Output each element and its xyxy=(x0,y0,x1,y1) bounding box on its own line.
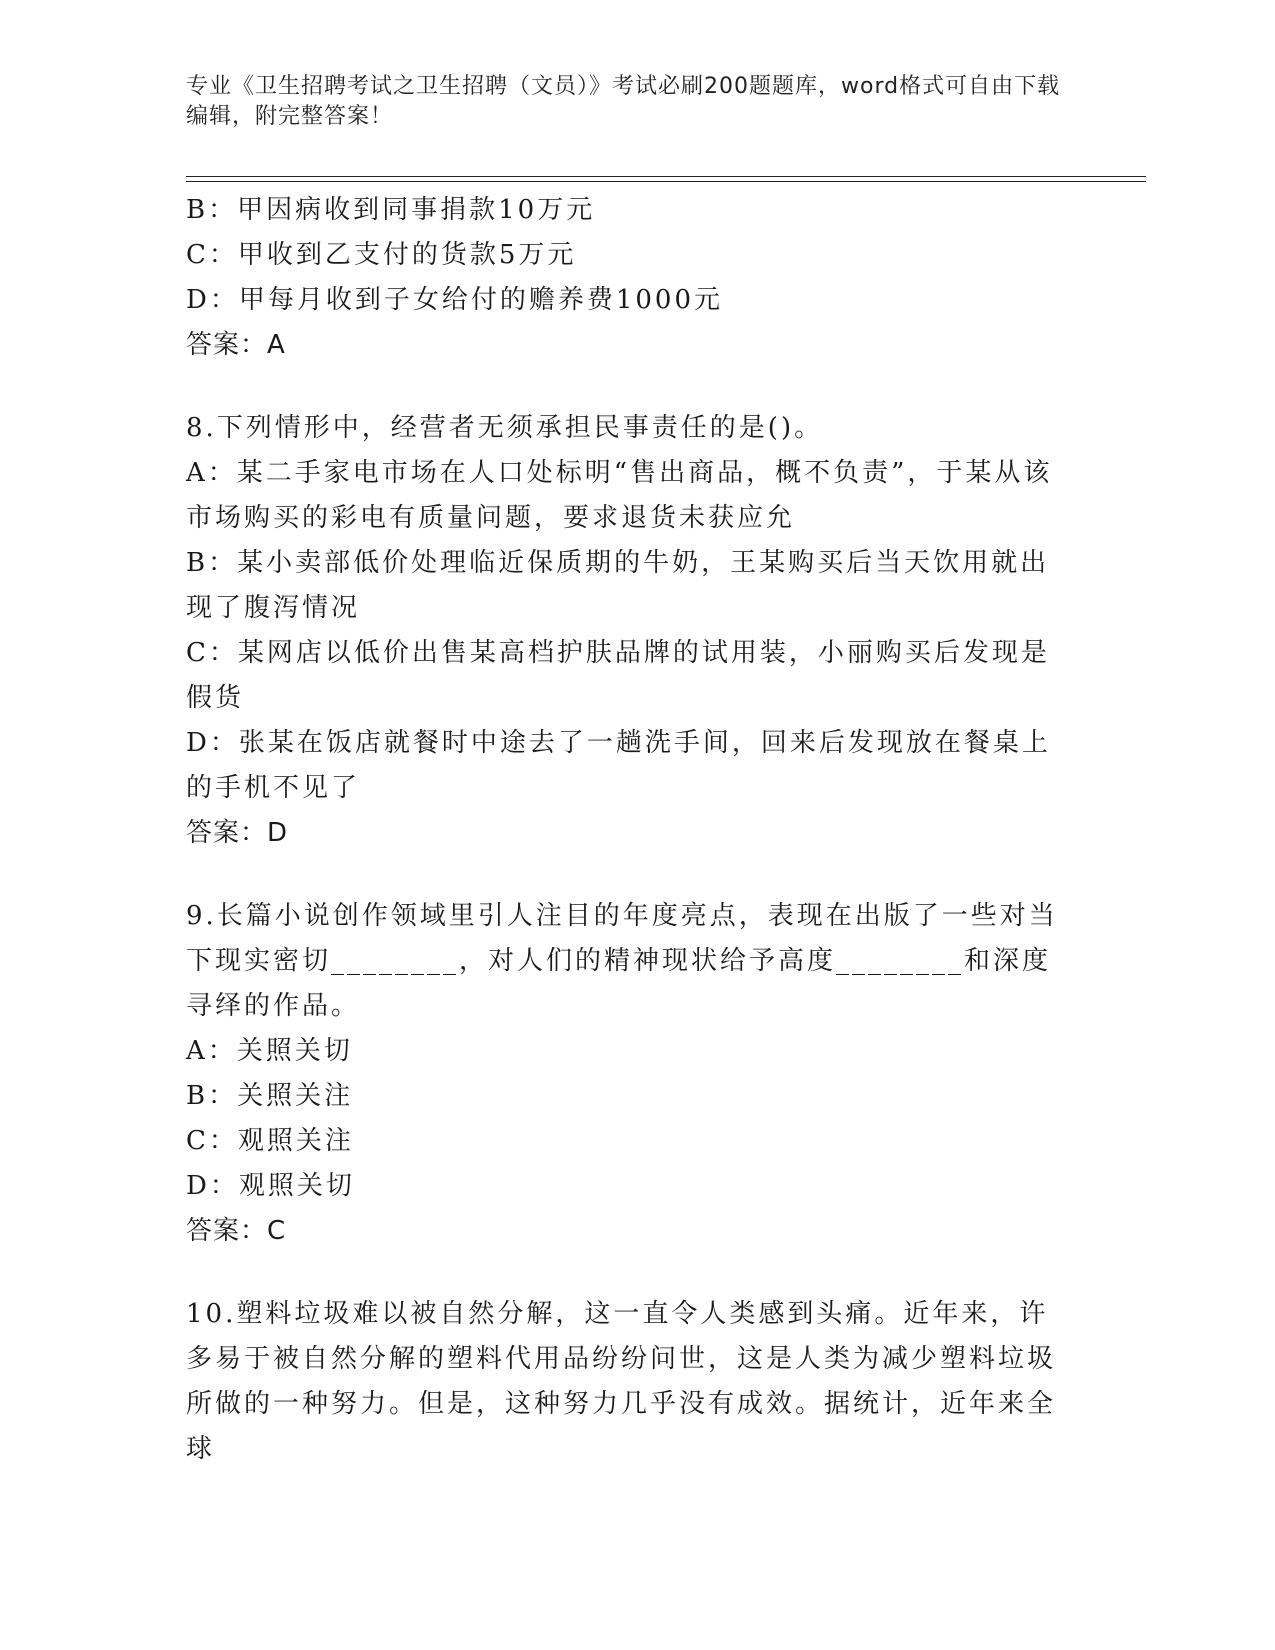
question-8 xyxy=(186,406,1066,856)
q8-stem: 8.下列情形中，经营者无须承担民事责任的是()。 xyxy=(186,413,824,443)
q7-option-d: D：甲每月收到子女给付的赡养费1000元 xyxy=(186,285,724,315)
q8-answer: 答案：D xyxy=(186,818,289,848)
q7-option-c: C：甲收到乙支付的货款5万元 xyxy=(186,240,577,270)
document-body xyxy=(186,188,1066,1472)
q9-option-c: C：观照关注 xyxy=(186,1126,354,1156)
q8-option-b: B：某小卖部低价处理临近保质期的牛奶，王某购买后当天饮用就出现了腹泻情况 xyxy=(186,548,1050,623)
header-divider xyxy=(186,176,1146,182)
question-7-tail xyxy=(186,188,1066,368)
spacer xyxy=(186,856,1066,894)
q9-option-b: B：关照关注 xyxy=(186,1081,354,1111)
spacer xyxy=(186,368,1066,406)
header-text: 专业《卫生招聘考试之卫生招聘（文员）》考试必刷200题题库，word格式可自由下载编辑，附完整答案！ xyxy=(186,74,1061,129)
q7-answer: 答案：A xyxy=(186,330,286,360)
q9-option-a: A：关照关切 xyxy=(186,1036,353,1066)
question-9 xyxy=(186,894,1066,1254)
q10-stem: 10.塑料垃圾难以被自然分解，这一直令人类感到头痛。近年来，许多易于被自然分解的塑料代用品纷纷问世，这是人类为减少塑料垃圾所做的一种努力。但是，这种努力几乎没有成效。据统计，近年来全球 xyxy=(186,1299,1057,1464)
q8-option-a: A：某二手家电市场在人口处标明“售出商品，概不负责”，于某从该市场购买的彩电有质量问题，要求退货未获应允 xyxy=(186,458,1053,533)
spacer xyxy=(186,1254,1066,1292)
q9-answer: 答案：C xyxy=(186,1216,287,1246)
q7-option-b: B：甲因病收到同事捐款10万元 xyxy=(186,195,596,225)
question-10 xyxy=(186,1292,1066,1472)
q9-stem: 9.长篇小说创作领域里引人注目的年度亮点，表现在出版了一些对当下现实密切________，对人们的精神现状给予高度________和深度寻绎的作品。 xyxy=(186,901,1058,1021)
q8-option-d: D：张某在饭店就餐时中途去了一趟洗手间，回来后发现放在餐桌上的手机不见了 xyxy=(186,728,1051,803)
q8-option-c: C：某网店以低价出售某高档护肤品牌的试用装，小丽购买后发现是假货 xyxy=(186,638,1050,713)
document-header xyxy=(186,72,1066,132)
q9-option-d: D：观照关切 xyxy=(186,1171,355,1201)
